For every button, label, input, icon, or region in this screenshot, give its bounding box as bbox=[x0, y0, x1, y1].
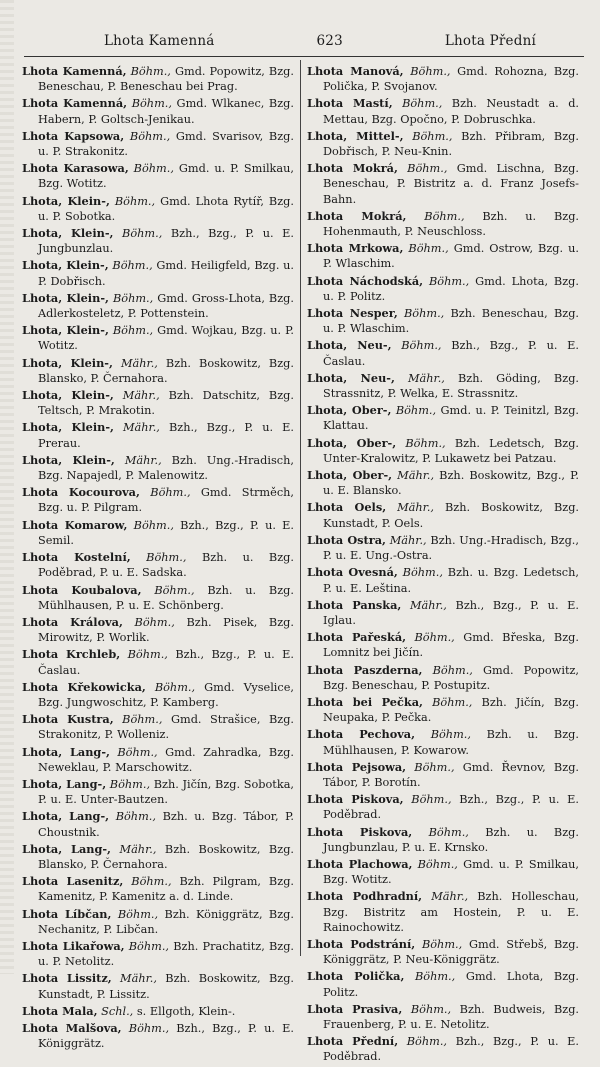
directory-entry bbox=[22, 194, 294, 224]
entry-details: Bzh. Prachatitz, Bzg. u. P. Netolitz. bbox=[38, 939, 295, 969]
entry-province: Mähr., bbox=[124, 453, 162, 467]
entry-place-name: Lhota Karasowa, bbox=[22, 161, 129, 176]
directory-entry bbox=[22, 971, 294, 1001]
entry-details: Bzh. u. Bzg. Poděbrad, P. u. E. Sadska. bbox=[38, 551, 295, 580]
entry-province: Mähr., bbox=[120, 972, 157, 986]
entry-details: Bzh., Bzg., P. u. E. Semil. bbox=[38, 518, 295, 547]
entry-province: Böhm., bbox=[109, 777, 151, 791]
entry-place-name: Lhota Podstrání, bbox=[307, 936, 416, 951]
entry-details: Bzh. Königgrätz, Bzg. Nechanitz, P. Libčan. bbox=[38, 907, 294, 936]
entry-province: Mähr., bbox=[122, 389, 160, 403]
directory-entry bbox=[307, 760, 579, 790]
directory-entry bbox=[22, 226, 294, 256]
directory-entry bbox=[307, 792, 579, 822]
entry-province: Böhm., bbox=[430, 728, 471, 742]
directory-entry bbox=[22, 647, 294, 677]
entry-place-name: Lhota, Klein-, bbox=[22, 452, 115, 467]
entry-details: Bzh. u. Bzg. Tábor, P. Choustnik. bbox=[38, 810, 295, 839]
entry-province: Böhm., bbox=[122, 713, 163, 727]
entry-province: Böhm., bbox=[150, 486, 191, 500]
entry-place-name: Lhota Piskova, bbox=[307, 792, 404, 807]
entry-details: Bzh. Göding, Bzg. Strassnitz, P. Welka, E. Strassnitz. bbox=[323, 371, 580, 401]
entry-place-name: Lhota Manová, bbox=[307, 64, 404, 78]
entry-details: Bzh. Boskowitz, Bzg., P. u. E. Blansko. bbox=[323, 469, 579, 498]
entry-place-name: Lhota Likařowa, bbox=[22, 938, 125, 953]
directory-entry bbox=[307, 306, 579, 336]
directory-entry bbox=[307, 695, 579, 725]
entry-place-name: Lhota Paszderna, bbox=[307, 662, 423, 677]
directory-entry bbox=[22, 712, 294, 742]
directory-entry bbox=[22, 356, 294, 386]
entry-place-name: Lhota, Lang-, bbox=[22, 841, 111, 856]
entry-details: Bzh. Budweis, Bzg. Frauenberg, P. u. E. Netolitz. bbox=[323, 1002, 580, 1031]
entry-place-name: Lhota Prasiva, bbox=[307, 1001, 403, 1016]
entry-place-name: Lhota Přední, bbox=[307, 1034, 399, 1049]
entry-province: Böhm., bbox=[128, 939, 170, 953]
directory-entry bbox=[307, 403, 579, 433]
entry-details: Bzh. Boskowitz, Bzg. Blansko, P. Černahora. bbox=[38, 842, 295, 871]
directory-entry bbox=[307, 500, 579, 530]
directory-entry bbox=[307, 727, 579, 757]
directory-entry bbox=[22, 485, 294, 515]
directory-entry bbox=[307, 161, 579, 207]
entry-place-name: Lhota Krchleb, bbox=[22, 647, 121, 662]
entry-place-name: Lhota Pařeská, bbox=[307, 630, 407, 645]
directory-entry bbox=[22, 615, 294, 645]
entry-province: Böhm., bbox=[401, 339, 442, 353]
directory-entry bbox=[22, 96, 294, 126]
entry-details: Bzh., Bzg., P. u. E. Poděbrad. bbox=[323, 1035, 580, 1064]
entry-province: Böhm., bbox=[402, 566, 443, 580]
directory-entry bbox=[307, 630, 579, 660]
entry-province: Böhm., bbox=[414, 760, 455, 774]
entry-place-name: Lhota Pechova, bbox=[307, 727, 416, 742]
entry-details: Gmd. Zahradka, Bzg. Neweklau, P. Marschowitz. bbox=[38, 745, 294, 774]
entry-province: Böhm., bbox=[133, 162, 174, 176]
entry-details: Bzh. Pilgram, Bzg. Kamenitz, P. Kamenitz a. d. Linde. bbox=[38, 875, 295, 904]
directory-entry bbox=[307, 436, 579, 466]
entry-province: Böhm., bbox=[407, 162, 448, 176]
entry-details: Bzh. Ung.-Hradisch, Bzg. Napajedl, P. Malenowitz. bbox=[38, 453, 294, 483]
header-right-keyword: Lhota Přední bbox=[444, 33, 536, 49]
entry-place-name: Lhota Malšova, bbox=[22, 1020, 122, 1035]
entry-details: Bzh., Bzg., P. u. E. Königgrätz. bbox=[38, 1021, 294, 1051]
entry-province: Böhm., bbox=[114, 194, 156, 208]
directory-entry bbox=[307, 274, 579, 304]
directory-entry bbox=[22, 777, 294, 807]
directory-entry bbox=[22, 842, 294, 872]
entry-province: Böhm., bbox=[154, 680, 196, 694]
directory-entry bbox=[307, 825, 579, 855]
entry-details: Bzh., Bzg., P. u. E. Časlau. bbox=[323, 339, 579, 368]
right-column bbox=[307, 64, 579, 1067]
entry-place-name: Lhota Lasenitz, bbox=[22, 874, 124, 889]
entry-place-name: Lhota Mala, bbox=[22, 1003, 98, 1018]
entry-details: Gmd. Wlkanec, Bzg. Habern, P. Goltsch-Jenikau. bbox=[38, 97, 295, 126]
entry-details: Bzh., Bzg., P. u. E. Jungbunzlau. bbox=[38, 227, 294, 256]
scan-edge-shadow bbox=[0, 0, 14, 974]
entry-place-name: Lhota Kocourova, bbox=[22, 485, 140, 500]
entry-place-name: Lhota, Lang-, bbox=[22, 776, 107, 791]
entry-details: Bzh. Neustadt a. d. Mettau, Bzg. Opočno, P. Dobruschka. bbox=[323, 97, 580, 126]
directory-entry bbox=[22, 809, 294, 839]
entry-place-name: Lhota, Mittel-, bbox=[307, 128, 404, 143]
directory-entry bbox=[307, 663, 579, 693]
directory-entry bbox=[22, 550, 294, 580]
directory-entry bbox=[22, 64, 294, 94]
directory-entry bbox=[22, 420, 294, 450]
entry-province: Böhm., bbox=[428, 274, 470, 288]
entry-place-name: Lhota, Klein-, bbox=[22, 258, 109, 273]
entry-province: Mähr., bbox=[389, 533, 427, 547]
entry-place-name: Lhota Mastí, bbox=[307, 96, 393, 111]
entry-province: Böhm., bbox=[122, 227, 163, 241]
header-rule bbox=[24, 56, 584, 57]
entry-province: Böhm., bbox=[131, 97, 172, 111]
entry-place-name: Lhota Mokrá, bbox=[307, 161, 398, 176]
entry-details: Gmd. Řevnov, Bzg. Tábor, P. Borotín. bbox=[323, 760, 580, 789]
entry-details: Bzh. Jičín, Bzg. Neupaka, P. Pečka. bbox=[323, 695, 580, 725]
directory-entry bbox=[307, 96, 579, 126]
directory-entry bbox=[22, 323, 294, 353]
directory-entry bbox=[307, 565, 579, 595]
directory-entry bbox=[22, 583, 294, 613]
entry-details: Gmd. Střebš, Bzg. Königgrätz, P. Neu-Königgrätz. bbox=[323, 937, 580, 967]
directory-entry bbox=[307, 889, 579, 935]
entry-place-name: Lhota Mokrá, bbox=[307, 208, 407, 223]
directory-entry bbox=[22, 291, 294, 321]
entry-place-name: Lhota Králova, bbox=[22, 614, 123, 629]
entry-province: Böhm., bbox=[411, 793, 452, 807]
entry-province: Böhm., bbox=[432, 695, 473, 709]
entry-place-name: Lhota, Lang-, bbox=[22, 744, 110, 759]
entry-place-name: Lhota, Ober-, bbox=[307, 468, 393, 483]
entry-details: Bzh., Bzg., P. u. E. Iglau. bbox=[323, 598, 579, 627]
entry-details: Bzh. Ledetsch, Bzg. Unter-Kralowitz, P. Lukawetz bei Patzau. bbox=[323, 436, 580, 465]
entry-place-name: Lhota Líbčan, bbox=[22, 906, 112, 921]
entry-place-name: Lhota Koubalova, bbox=[22, 582, 142, 597]
entry-province: Mähr., bbox=[120, 356, 158, 370]
entry-province: Böhm., bbox=[128, 1021, 170, 1035]
directory-entry bbox=[307, 241, 579, 271]
entry-province: Böhm., bbox=[127, 648, 168, 662]
entry-details: Bzh. Jičín, Bzg. Sobotka, P. u. E. Unter-Bautzen. bbox=[38, 777, 295, 807]
directory-entry bbox=[307, 857, 579, 887]
entry-province: Böhm., bbox=[404, 307, 445, 321]
entry-province: Böhm., bbox=[424, 209, 465, 223]
entry-province: Mähr., bbox=[119, 842, 157, 856]
entry-province: Böhm., bbox=[129, 129, 171, 143]
entry-details: Gmd. Vyselice, Bzg. Jungwoschitz, P. Kamberg. bbox=[38, 680, 295, 709]
entry-details: Bzh. u. Bzg. Ledetsch, P. u. E. Leština. bbox=[323, 566, 579, 595]
entry-place-name: Lhota, Neu-, bbox=[307, 338, 392, 353]
directory-entry bbox=[307, 1002, 579, 1032]
entry-place-name: Lhota Panska, bbox=[307, 597, 402, 612]
entry-details: s. Ellgoth, Klein-. bbox=[136, 1004, 236, 1018]
entry-details: Bzh. u. Bzg. Mühlhausen, P. Kowarow. bbox=[323, 728, 579, 757]
entry-place-name: Lhota Polička, bbox=[307, 969, 405, 984]
directory-entry bbox=[307, 64, 579, 94]
entry-province: Mähr., bbox=[407, 371, 445, 385]
entry-details: Gmd. Strměch, Bzg. u. P. Pilgram. bbox=[38, 486, 295, 515]
entry-place-name: Lhota, Klein-, bbox=[22, 420, 114, 435]
entry-province: Böhm., bbox=[395, 404, 437, 418]
entry-province: Mähr., bbox=[431, 890, 469, 904]
entry-province: Böhm., bbox=[112, 324, 154, 338]
entry-details: Bzh. Holleschau, Bzg. Bistritz am Hostein, P. u. E. Rainochowitz. bbox=[323, 890, 579, 934]
entry-details: Gmd. Lhota Rytíř, Bzg. u. P. Sobotka. bbox=[38, 194, 295, 223]
column-divider bbox=[300, 60, 301, 956]
entry-details: Gmd. Strašice, Bzg. Strakonitz, P. Wolleniz. bbox=[38, 713, 295, 742]
entry-province: Mähr., bbox=[122, 421, 160, 435]
entry-place-name: Lhota Kamenná, bbox=[22, 64, 127, 78]
entry-details: Gmd. u. P. Smilkau, Bzg. Wotitz. bbox=[38, 162, 295, 191]
entry-details: Bzh. Boskowitz, Bzg. Blansko, P. Černahora. bbox=[38, 356, 295, 385]
entry-province: Mähr., bbox=[397, 469, 435, 483]
entry-place-name: Lhota Kostelní, bbox=[22, 550, 131, 565]
entry-place-name: Lhota Kustra, bbox=[22, 712, 114, 727]
entry-province: Böhm., bbox=[115, 810, 156, 824]
entry-place-name: Lhota Ovesná, bbox=[307, 565, 398, 580]
entry-details: Gmd. Popowitz, Bzg. Beneschau, P. Postupitz. bbox=[323, 663, 580, 692]
entry-province: Böhm., bbox=[405, 436, 446, 450]
entry-province: Böhm., bbox=[428, 825, 469, 839]
directory-entry bbox=[22, 258, 294, 288]
entry-province: Böhm., bbox=[417, 857, 458, 871]
directory-entry bbox=[307, 937, 579, 967]
entry-place-name: Lhota, Klein-, bbox=[22, 355, 113, 370]
entry-province: Böhm., bbox=[112, 259, 153, 273]
entry-province: Böhm., bbox=[154, 583, 195, 597]
left-column bbox=[22, 64, 294, 1053]
entry-details: Gmd. Ostrow, Bzg. u. P. Wlaschim. bbox=[323, 242, 580, 271]
directory-entry bbox=[22, 388, 294, 418]
entry-place-name: Lhota Mrkowa, bbox=[307, 241, 404, 256]
directory-entry bbox=[307, 533, 579, 563]
directory-entry bbox=[22, 939, 294, 969]
entry-place-name: Lhota Komarow, bbox=[22, 517, 128, 532]
entry-place-name: Lhota Pejsowa, bbox=[307, 759, 407, 774]
entry-province: Böhm., bbox=[117, 907, 159, 921]
entry-place-name: Lhota Plachowa, bbox=[307, 856, 413, 871]
entry-place-name: Lhota Piskova, bbox=[307, 824, 413, 839]
directory-entry bbox=[307, 598, 579, 628]
entry-place-name: Lhota, Klein-, bbox=[22, 290, 109, 305]
entry-details: Bzh. u. Bzg. Mühlhausen, P. u. E. Schönberg. bbox=[38, 583, 294, 612]
directory-entry bbox=[22, 453, 294, 483]
entry-place-name: Lhota bei Pečka, bbox=[307, 694, 423, 709]
entry-details: Gmd. Gross-Lhota, Bzg. Adlerkosteletz, P. Pottenstein. bbox=[38, 291, 295, 321]
entry-place-name: Lhota, Lang-, bbox=[22, 809, 110, 824]
directory-entry bbox=[22, 1021, 294, 1051]
entry-details: Gmd. Svarisov, Bzg. u. P. Strakonitz. bbox=[38, 129, 295, 159]
entry-province: Böhm., bbox=[410, 65, 451, 78]
entry-province: Schl., bbox=[101, 1004, 134, 1018]
entry-province: Böhm., bbox=[133, 518, 174, 532]
entry-details: Gmd. Rohozna, Bzg. Polička, P. Svojanov. bbox=[323, 65, 579, 94]
entry-place-name: Lhota, Ober-, bbox=[307, 435, 397, 450]
entry-details: Bzh. Přibram, Bzg. Dobřisch, P. Neu-Knin. bbox=[323, 129, 580, 159]
entry-province: Böhm., bbox=[414, 970, 456, 984]
entry-details: Bzh. Beneschau, Bzg. u. P. Wlaschim. bbox=[323, 307, 580, 336]
directory-entry bbox=[22, 518, 294, 548]
entry-details: Bzh. u. Bzg. Jungbunzlau, P. u. E. Krnsko. bbox=[323, 825, 580, 854]
entry-province: Mähr., bbox=[409, 598, 447, 612]
entry-province: Böhm., bbox=[130, 65, 171, 78]
entry-details: Gmd. Wojkau, Bzg. u. P. Wotitz. bbox=[38, 324, 294, 353]
entry-place-name: Lhota Nesper, bbox=[307, 306, 398, 321]
entry-place-name: Lhota Lissitz, bbox=[22, 971, 112, 986]
entry-province: Mähr., bbox=[397, 501, 435, 515]
entry-details: Bzh. u. Bzg. Hohenmauth, P. Neuschloss. bbox=[323, 209, 580, 239]
entry-place-name: Lhota, Klein-, bbox=[22, 193, 110, 208]
directory-entry bbox=[22, 680, 294, 710]
entry-province: Böhm., bbox=[421, 937, 463, 951]
entry-province: Böhm., bbox=[414, 631, 455, 645]
page-number: 623 bbox=[316, 33, 343, 49]
entry-place-name: Lhota Podhradní, bbox=[307, 889, 423, 904]
entry-details: Gmd. u. P. Smilkau, Bzg. Wotitz. bbox=[323, 857, 580, 887]
directory-entry bbox=[22, 874, 294, 904]
entry-place-name: Lhota, Klein-, bbox=[22, 226, 114, 241]
entry-details: Gmd. Lischna, Bzg. Beneschau, P. Bistritz a. d. Franz Josefs-Bahn. bbox=[323, 162, 579, 206]
entry-details: Bzh. Boskowitz, Bzg. Kunstadt, P. Oels. bbox=[323, 501, 580, 530]
entry-details: Bzh. Datschitz, Bzg. Teltsch, P. Mrakotin. bbox=[38, 389, 295, 418]
entry-province: Böhm., bbox=[412, 129, 453, 143]
entry-place-name: Lhota Ostra, bbox=[307, 532, 386, 547]
directory-entry bbox=[22, 161, 294, 191]
directory-entry bbox=[22, 129, 294, 159]
entry-province: Böhm., bbox=[406, 1035, 448, 1049]
directory-entry bbox=[307, 371, 579, 401]
entry-place-name: Lhota, Neu-, bbox=[307, 370, 395, 385]
entry-details: Bzh. Boskowitz, Bzg. Kunstadt, P. Lissitz. bbox=[38, 972, 295, 1001]
entry-details: Gmd. Lhota, Bzg. u. P. Politz. bbox=[323, 274, 579, 303]
directory-entry bbox=[307, 1034, 579, 1064]
entry-province: Böhm., bbox=[112, 291, 154, 305]
header-left-keyword: Lhota Kamenná bbox=[104, 33, 215, 49]
entry-place-name: Lhota Kapsowa, bbox=[22, 128, 125, 143]
entry-details: Gmd. Popowitz, Bzg. Beneschau, P. Beneschau bei Prag. bbox=[38, 65, 295, 94]
directory-entry bbox=[22, 907, 294, 937]
entry-province: Böhm., bbox=[410, 1002, 452, 1016]
entry-province: Böhm., bbox=[408, 242, 449, 256]
directory-entry bbox=[22, 745, 294, 775]
entry-details: Gmd. Břeska, Bzg. Lomnitz bei Jičín. bbox=[323, 631, 580, 660]
entry-place-name: Lhota Křekowicka, bbox=[22, 679, 146, 694]
entry-details: Gmd. u. P. Teinitzl, Bzg. Klattau. bbox=[323, 404, 580, 433]
entry-details: Gmd. Heiligfeld, Bzg. u. P. Dobřisch. bbox=[38, 259, 294, 288]
directory-entry bbox=[307, 338, 579, 368]
entry-details: Bzh., Bzg., P. u. E. Časlau. bbox=[38, 648, 295, 677]
entry-place-name: Lhota, Ober-, bbox=[307, 403, 392, 418]
entry-details: Bzh., Bzg., P. u. E. Prerau. bbox=[38, 421, 295, 450]
entry-details: Bzh. Ung.-Hradisch, Bzg., P. u. E. Ung.-Ostra. bbox=[323, 533, 579, 563]
entry-province: Böhm., bbox=[134, 615, 175, 629]
entry-details: Bzh., Bzg., P. u. E. Poděbrad. bbox=[323, 793, 579, 822]
entry-place-name: Lhota Kamenná, bbox=[22, 96, 128, 111]
entry-place-name: Lhota, Klein-, bbox=[22, 323, 109, 338]
entry-details: Bzh. Pisek, Bzg. Mirowitz, P. Worlik. bbox=[38, 615, 295, 645]
entry-details: Gmd. Lhota, Bzg. Politz. bbox=[323, 970, 580, 999]
directory-entry bbox=[22, 1004, 294, 1019]
entry-place-name: Lhota Oels, bbox=[307, 500, 387, 515]
directory-entry bbox=[307, 209, 579, 239]
page-header bbox=[22, 30, 582, 52]
entry-place-name: Lhota, Klein-, bbox=[22, 388, 114, 403]
entry-province: Böhm., bbox=[432, 663, 473, 677]
entry-province: Böhm., bbox=[131, 875, 172, 889]
entry-province: Böhm., bbox=[146, 551, 187, 565]
entry-province: Böhm., bbox=[402, 97, 443, 111]
directory-entry bbox=[307, 468, 579, 498]
entry-province: Böhm., bbox=[117, 745, 158, 759]
entry-place-name: Lhota Náchodská, bbox=[307, 273, 424, 288]
directory-entry bbox=[307, 129, 579, 159]
